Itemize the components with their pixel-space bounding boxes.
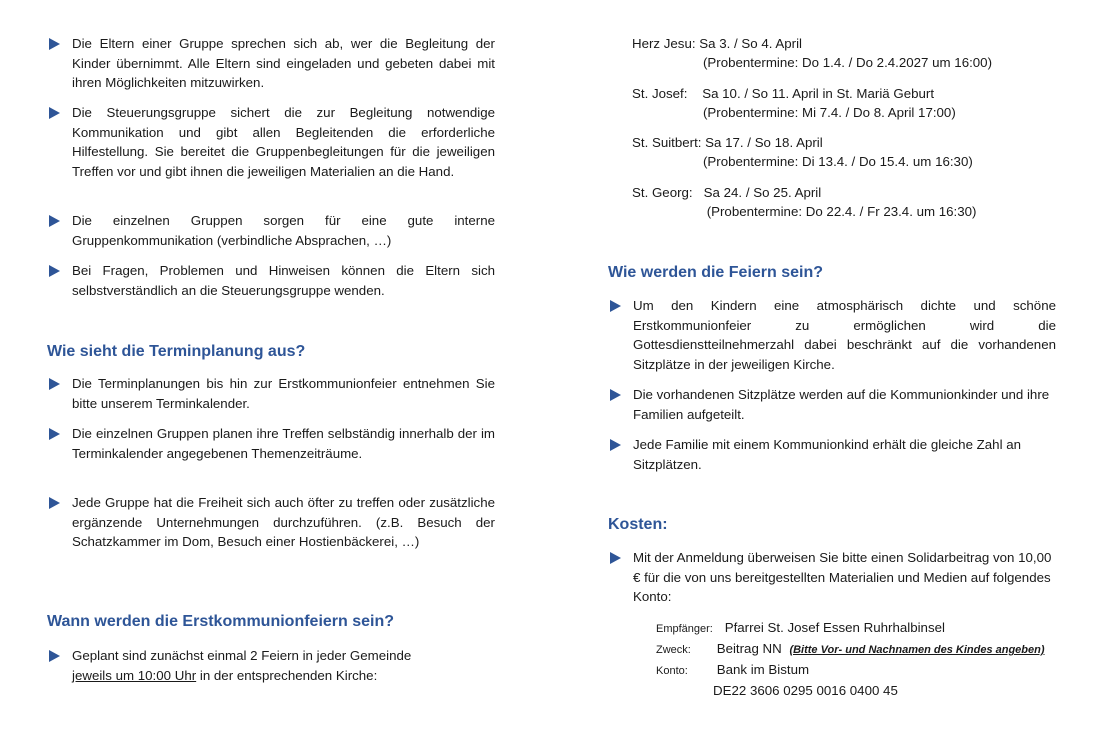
schedule-entry — [632, 133, 973, 171]
schedule-rehearsal: (Probentermine: Do 22.4. / Fr 23.4. um 16:30) — [703, 204, 977, 219]
bullet-text: Bei Fragen, Problemen und Hinweisen können die Eltern sich selbstverständlich an die Steuerungsgruppe wenden. — [72, 263, 495, 298]
bullet-text: Um den Kindern eine atmosphärisch dichte und schöne Erstkommunionfeier zu ermöglichen wird die Gottesdienstteilnehmerzahl dabei beschränkt auf die vorhandenen Sitzplätze in der jeweiligen Kirche. — [633, 298, 1056, 372]
payment-row-empfaenger — [656, 618, 1045, 639]
payment-label: Zweck: — [656, 644, 691, 656]
schedule-rehearsal: (Probentermine: Di 13.4. / Do 15.4. um 16:30) — [703, 154, 973, 169]
bullet-text: Die Terminplanungen bis hin zur Erstkommunionfeier entnehmen Sie bitte unserem Terminkalender. — [72, 376, 495, 411]
triangle-bullet-icon — [49, 38, 60, 50]
schedule-date: St. Suitbert: Sa 17. / So 18. April — [632, 135, 823, 150]
schedule-rehearsal: (Probentermine: Do 1.4. / Do 2.4.2027 um 16:00) — [703, 55, 992, 70]
schedule-rehearsal: (Probentermine: Mi 7.4. / Do 8. April 17:00) — [703, 105, 956, 120]
triangle-bullet-icon — [610, 439, 621, 451]
bullet-text — [72, 646, 495, 685]
bullet-item — [72, 424, 495, 463]
bullet-item — [633, 435, 1056, 474]
triangle-bullet-icon — [49, 107, 60, 119]
payment-row-zweck — [656, 639, 1045, 660]
bullet-text: Die einzelnen Gruppen sorgen für eine gute interne Gruppenkommunikation (verbindliche Absprachen, …) — [72, 213, 495, 248]
bullet-text: Jede Familie mit einem Kommunionkind erhält die gleiche Zahl an Sitzplätzen. — [633, 437, 1022, 472]
payment-value: Pfarrei St. Josef Essen Ruhrhalbinsel — [724, 620, 945, 635]
section-heading-kosten: Kosten: — [608, 516, 668, 533]
triangle-bullet-icon — [49, 497, 60, 509]
payment-note: (Bitte Vor- und Nachnamen des Kindes angeben) — [789, 644, 1045, 656]
bullet-item — [72, 493, 495, 552]
section-heading-feiern: Wie werden die Feiern sein? — [608, 264, 824, 281]
section-heading-erstkommunionfeiern: Wann werden die Erstkommunionfeiern sein? — [47, 613, 395, 630]
bullet-text: Die Eltern einer Gruppe sprechen sich ab, wer die Begleitung der Kinder übernimmt. Alle Eltern sind eingeladen und gebeten dabei mit ihren Möglichkeiten mitzuwirken. — [72, 36, 495, 90]
payment-details — [656, 618, 1045, 700]
triangle-bullet-icon — [49, 265, 60, 277]
bullet-item — [72, 211, 495, 250]
triangle-bullet-icon — [49, 378, 60, 390]
triangle-bullet-icon — [610, 552, 621, 564]
triangle-bullet-icon — [49, 428, 60, 440]
bullet-text: Die vorhandenen Sitzplätze werden auf die Kommunionkinder und ihre Familien aufgeteilt. — [633, 387, 1050, 422]
payment-label: Konto: — [656, 665, 688, 677]
bullet-item — [633, 385, 1056, 424]
schedule-entry — [632, 34, 992, 72]
schedule-entry — [632, 84, 956, 122]
triangle-bullet-icon — [610, 389, 621, 401]
bullet-item — [72, 103, 495, 181]
bullet-item — [633, 548, 1056, 607]
schedule-date: St. Josef: Sa 10. / So 11. April in St. Mariä Geburt — [632, 86, 935, 101]
bullet-item — [72, 261, 495, 300]
bullet-item — [633, 296, 1056, 374]
bullet-text-start: Geplant sind zunächst einmal 2 Feiern in jeder Gemeinde — [72, 648, 412, 663]
payment-value: Bank im Bistum — [716, 662, 810, 677]
underlined-time: jeweils um 10:00 Uhr — [72, 667, 197, 683]
schedule-date: Herz Jesu: Sa 3. / So 4. April — [632, 36, 802, 51]
schedule-entry — [632, 183, 976, 221]
bullet-text: Die Steuerungsgruppe sichert die zur Begleitung notwendige Kommunikation und gibt allen Begleitenden die erforderliche Hilfestellung. Sie bereitet die Gruppenbegleitungen für die jeweiligen Treffen vor und gibt ihnen die jeweiligen Materialien an die Hand. — [72, 105, 495, 179]
payment-value: Beitrag NN — [716, 641, 782, 656]
bullet-text: Jede Gruppe hat die Freiheit sich auch öfter zu treffen oder zusätzliche ergänzende Unternehmungen durchzuführen. (z.B. Besuch der Schatzkammer im Dom, Besuch einer Hostienbäckerei, …) — [72, 495, 495, 549]
bullet-item — [72, 646, 495, 685]
bullet-text: Die einzelnen Gruppen planen ihre Treffen selbständig innerhalb der im Terminkalender angegebenen Themenzeiträume. — [72, 426, 495, 461]
triangle-bullet-icon — [49, 215, 60, 227]
schedule-date: St. Georg: Sa 24. / So 25. April — [632, 185, 822, 200]
section-heading-terminplanung: Wie sieht die Terminplanung aus? — [47, 343, 306, 360]
payment-label: Empfänger: — [656, 623, 713, 635]
payment-row-konto — [656, 660, 1045, 681]
bullet-text: Mit der Anmeldung überweisen Sie bitte einen Solidarbeitrag von 10,00 € für die von uns bereitgestellten Materialien und Medien auf folgendes Konto: — [633, 550, 1052, 604]
bullet-text-end: in der entsprechenden Kirche: — [196, 667, 378, 683]
triangle-bullet-icon — [610, 300, 621, 312]
bullet-item — [72, 374, 495, 413]
bullet-item — [72, 34, 495, 93]
iban: DE22 3606 0295 0016 0400 45 — [713, 683, 898, 698]
triangle-bullet-icon — [49, 650, 60, 662]
